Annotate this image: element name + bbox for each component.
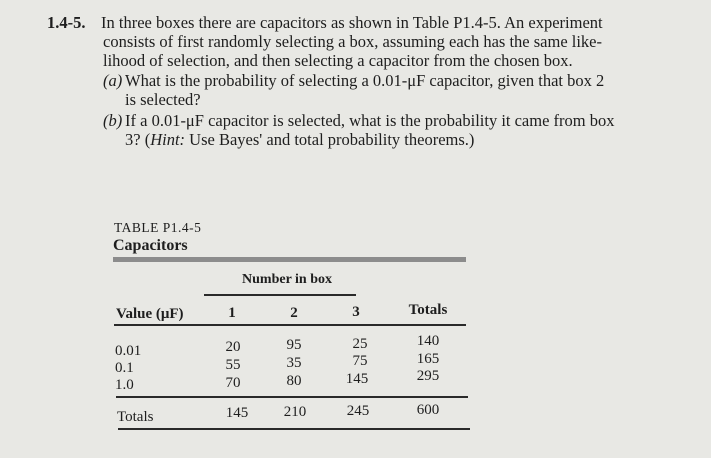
problem-number: 1.4-5.	[47, 13, 86, 32]
totals-rule	[116, 396, 468, 398]
cell: 80	[286, 373, 302, 389]
part-b-text: If a 0.01-μF capacitor is selected, what is the probability it came from box	[125, 111, 615, 130]
group-header-rule	[204, 294, 356, 296]
cell: 20	[225, 339, 241, 355]
cell: 70	[225, 375, 241, 391]
table-title: Capacitors	[113, 237, 188, 254]
table-label: TABLE P1.4-5	[114, 220, 202, 235]
header-rule	[114, 324, 466, 326]
cell: 295	[416, 368, 440, 384]
grand-total: 600	[416, 402, 440, 418]
hint-word: Hint:	[150, 130, 186, 149]
cell: 95	[286, 337, 302, 353]
header-value: Value (μF)	[116, 306, 184, 322]
cell: 55	[225, 357, 241, 373]
total-box-1: 145	[225, 405, 249, 421]
totals-label: Totals	[117, 409, 154, 425]
part-a-label: (a)	[103, 71, 123, 90]
cell-value: 0.1	[115, 360, 134, 376]
table-top-thick-rule	[113, 257, 466, 262]
total-box-3: 245	[346, 403, 370, 419]
problem-text-line: In three boxes there are capacitors as shown in Table P1.4-5. An experiment	[101, 13, 603, 32]
cell: 145	[345, 371, 369, 387]
header-box-1: 1	[228, 305, 236, 321]
table-bottom-rule	[118, 428, 470, 430]
header-box-2: 2	[290, 305, 298, 321]
part-b-label: (b)	[103, 111, 123, 130]
part-b-text	[125, 131, 474, 149]
part-b-text-post: Use Bayes' and total probability theorems.)	[185, 130, 475, 149]
cell: 140	[416, 333, 440, 349]
cell-value: 0.01	[115, 343, 142, 359]
part-b-text-pre: 3? (	[125, 130, 151, 149]
part-a-text: is selected?	[125, 90, 201, 109]
cell: 75	[352, 353, 368, 369]
problem-text-line: lihood of selection, and then selecting a capacitor from the chosen box.	[103, 51, 573, 70]
cell: 35	[286, 355, 302, 371]
cell: 25	[352, 336, 368, 352]
cell: 165	[416, 351, 440, 367]
cell-value: 1.0	[115, 377, 134, 393]
part-a-text: What is the probability of selecting a 0.01-μF capacitor, given that box 2	[125, 71, 605, 90]
header-totals: Totals	[408, 302, 448, 318]
header-box-3: 3	[352, 304, 360, 320]
group-header: Number in box	[242, 272, 332, 287]
problem-text-line: consists of first randomly selecting a box, assuming each has the same like-	[103, 32, 603, 51]
total-box-2: 210	[283, 404, 307, 420]
